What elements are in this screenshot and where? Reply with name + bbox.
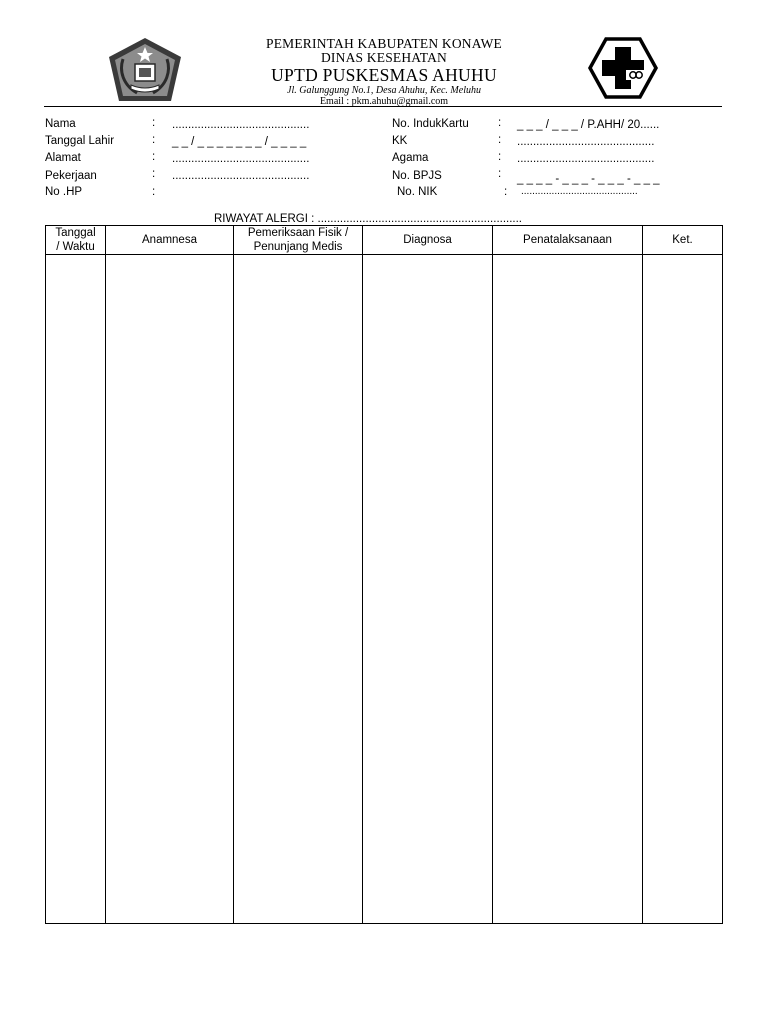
field-colon: : (498, 134, 502, 146)
field-colon: : (498, 117, 502, 129)
column-header-tanggal-waktu (46, 226, 106, 255)
medical-record-table (45, 225, 723, 924)
cell-penatalaksanaan[interactable] (493, 255, 643, 924)
field-label-no-bpjs: No. BPJS (392, 170, 442, 182)
field-label-kk: KK (392, 135, 408, 147)
table-row (46, 255, 723, 924)
field-label-nama: Nama (45, 118, 76, 130)
field-colon: : (152, 168, 156, 180)
field-value-kk[interactable]: ........................................... (517, 136, 655, 148)
puskesmas-logo-icon (588, 37, 658, 99)
column-header-line: Anamnesa (142, 234, 197, 246)
column-header-line: Pemeriksaan Fisik / (247, 227, 349, 239)
field-colon: : (152, 186, 156, 198)
facility-address: Jl. Galunggung No.1, Desa Ahuhu, Kec. Meluhu (287, 85, 481, 96)
field-label-agama: Agama (392, 152, 429, 164)
field-value-pekerjaan[interactable]: ........................................... (172, 170, 310, 182)
cell-ket[interactable] (643, 255, 723, 924)
field-value-nama[interactable]: ........................................... (172, 119, 310, 131)
facility-email: Email : pkm.ahuhu@gmail.com (319, 96, 449, 107)
allergy-history-line[interactable]: RIWAYAT ALERGI : ................................................................ (214, 213, 523, 225)
cell-diagnosa[interactable] (363, 255, 493, 924)
department-name: DINAS KESEHATAN (320, 50, 448, 65)
field-label-tanggal-lahir: Tanggal Lahir (45, 135, 115, 147)
facility-name: UPTD PUSKESMAS AHUHU (271, 65, 497, 85)
field-value-no-induk-kartu[interactable]: _ _ _ / _ _ _ / P.AHH/ 20...... (517, 119, 660, 131)
field-colon: : (152, 117, 156, 129)
cell-anamnesa[interactable] (106, 255, 234, 924)
field-value-tanggal-lahir[interactable]: _ _ / _ _ _ _ _ _ _ / _ _ _ _ (172, 136, 307, 148)
column-header-line: Penunjang Medis (253, 241, 343, 253)
column-header-line: Tanggal (55, 227, 96, 239)
letterhead (200, 36, 568, 107)
column-header-line: Penatalaksanaan (523, 234, 612, 246)
field-label-pekerjaan: Pekerjaan (45, 170, 97, 182)
field-label-no-nik: No. NIK (397, 186, 438, 198)
column-header-pemeriksaan-fisik (234, 226, 363, 255)
column-header-line: Diagnosa (403, 234, 452, 246)
field-label-alamat: Alamat (45, 152, 81, 164)
column-header-ket (643, 226, 723, 255)
header-divider (44, 106, 722, 107)
column-header-anamnesa (106, 226, 234, 255)
field-colon: : (152, 134, 156, 146)
column-header-penatalaksanaan (493, 226, 643, 255)
government-name: PEMERINTAH KABUPATEN KONAWE (266, 36, 502, 51)
field-value-no-bpjs[interactable]: _ _ _ _ - _ _ _ - _ _ _ - _ _ _ (517, 173, 660, 185)
field-colon: : (504, 186, 508, 198)
field-colon: : (498, 168, 502, 180)
column-header-diagnosa (363, 226, 493, 255)
field-colon: : (152, 151, 156, 163)
field-value-alamat[interactable]: ........................................... (172, 153, 310, 165)
column-header-line: / Waktu (56, 241, 95, 253)
field-value-agama[interactable]: ........................................... (517, 153, 655, 165)
konawe-emblem-icon (107, 37, 183, 103)
table-header-row (46, 226, 723, 255)
cell-tanggal-waktu[interactable] (46, 255, 106, 924)
field-label-no-hp: No .HP (45, 186, 83, 198)
field-label-no-induk-kartu: No. IndukKartu (392, 118, 469, 130)
cell-pemeriksaan-fisik[interactable] (234, 255, 363, 924)
field-value-no-nik[interactable]: .......................................... (521, 186, 638, 197)
field-colon: : (498, 151, 502, 163)
column-header-line: Ket. (672, 234, 693, 246)
